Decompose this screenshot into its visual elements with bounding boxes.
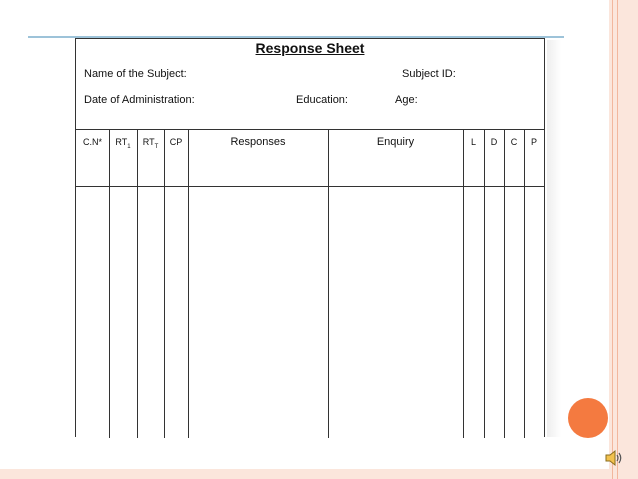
- education-label: Education:: [296, 94, 348, 106]
- header-top-line: [76, 129, 544, 130]
- sheet-title: Response Sheet: [255, 40, 365, 56]
- column-rt1: $RT_1$: [115, 137, 131, 150]
- right-decor-bar: [609, 0, 638, 479]
- column-divider: [463, 130, 464, 438]
- column-divider: [484, 130, 485, 438]
- column-d: D: [490, 137, 498, 147]
- column-divider: [504, 130, 505, 438]
- response-sheet: [75, 38, 545, 437]
- bottom-decor-bar: [0, 469, 609, 479]
- column-divider: [137, 130, 138, 438]
- column-divider: [109, 130, 110, 438]
- column-c: C: [510, 137, 518, 147]
- header-bottom-line: [76, 186, 544, 187]
- column-p: P: [530, 137, 537, 147]
- orange-circle-decor: [568, 398, 608, 438]
- column-responses: Responses: [230, 136, 286, 148]
- column-divider: [328, 130, 329, 438]
- column-enquiry: Enquiry: [376, 136, 415, 148]
- subject-id-label: Subject ID:: [402, 68, 456, 80]
- column-rtt: $RT_T$: [142, 137, 159, 150]
- page-shadow: [547, 40, 561, 437]
- column-divider: [188, 130, 189, 438]
- column-cp: CP: [169, 137, 183, 147]
- subject-name-label: Name of the Subject:: [84, 68, 187, 80]
- column-l: L: [470, 137, 476, 147]
- column-divider: [164, 130, 165, 438]
- column-divider: [524, 130, 525, 438]
- decor-line: [617, 0, 618, 479]
- date-label: Date of Administration:: [84, 94, 195, 106]
- age-label: Age:: [395, 94, 418, 106]
- column-cn: C.N*: [82, 137, 102, 147]
- speaker-icon[interactable]: [603, 447, 625, 469]
- decor-line: [612, 0, 613, 479]
